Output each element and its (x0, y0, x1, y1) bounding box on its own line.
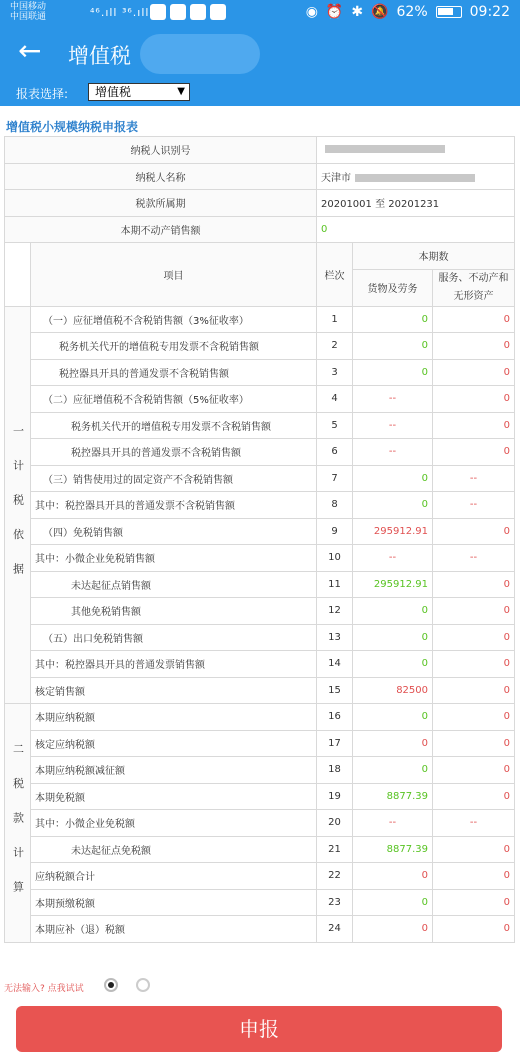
tax-period-label: 税款所属期 (5, 190, 317, 217)
services-input[interactable]: 0 (433, 439, 515, 466)
services-header: 服务、不动产和无形资产 (433, 269, 515, 306)
goods-input[interactable]: 0 (353, 889, 433, 916)
services-input[interactable]: 0 (433, 704, 515, 731)
row-line: 4 (317, 386, 353, 413)
goods-value: 82500 (353, 677, 433, 704)
row-line: 12 (317, 598, 353, 625)
goods-input[interactable]: 8877.39 (353, 783, 433, 810)
row-label: 核定销售额 (31, 677, 317, 704)
services-input[interactable]: 0 (433, 916, 515, 943)
services-input[interactable]: 0 (433, 836, 515, 863)
row-label: 其中：税控器具开具的普通发票销售额 (31, 651, 317, 678)
row-label: 本期预缴税额 (31, 889, 317, 916)
goods-value: 0 (353, 916, 433, 943)
report-selector-label: 报表选择: (16, 87, 69, 101)
row-line: 3 (317, 359, 353, 386)
services-input[interactable]: 0 (433, 412, 515, 439)
section-label-tax-basis: 一 计 税 依 据 (5, 306, 31, 704)
row-label: （三）销售使用过的固定资产不含税销售额 (31, 465, 317, 492)
item-header: 项目 (31, 243, 317, 307)
goods-value: 295912.91 (353, 518, 433, 545)
notification-icons (150, 4, 226, 20)
table-row (5, 333, 515, 360)
table-row (5, 757, 515, 784)
current-period-header: 本期数 (353, 243, 515, 270)
goods-input[interactable]: 0 (353, 333, 433, 360)
dropdown-arrow-icon: ▼ (177, 86, 185, 97)
taxpayer-id-label: 纳税人识别号 (5, 137, 317, 164)
app-header (0, 26, 520, 80)
row-label: 税控器具开具的普通发票不含税销售额 (31, 439, 317, 466)
table-row (5, 439, 515, 466)
goods-cell: -- (353, 386, 433, 413)
row-label: 其中：小微企业免税额 (31, 810, 317, 837)
row-label: 未达起征点销售额 (31, 571, 317, 598)
table-row (5, 651, 515, 678)
taxpayer-id-value (317, 137, 515, 164)
status-right (306, 4, 510, 20)
row-line: 16 (317, 704, 353, 731)
redaction-mark (140, 34, 260, 74)
row-line: 9 (317, 518, 353, 545)
row-line: 22 (317, 863, 353, 890)
keyboard-mode-radio-1[interactable] (104, 978, 118, 992)
services-cell: -- (433, 465, 515, 492)
tax-period-value: 20201001 至 20201231 (317, 190, 515, 217)
keyboard-mode-radio-2[interactable] (136, 978, 150, 992)
mute-icon: 🔕 (371, 4, 389, 20)
row-line: 19 (317, 783, 353, 810)
table-row (5, 386, 515, 413)
row-label: （二）应征增值税不含税销售额（5%征收率） (31, 386, 317, 413)
signal-icon: ⁴⁶.ıll ³⁶.ıll (90, 6, 150, 19)
realestate-sales-label: 本期不动产销售额 (5, 216, 317, 243)
app-notification-icon (170, 4, 186, 20)
taxpayer-name-value: 天津市 (321, 172, 351, 184)
row-label: 税务机关代开的增值税专用发票不含税销售额 (31, 333, 317, 360)
services-input[interactable]: 0 (433, 518, 515, 545)
table-row (5, 810, 515, 837)
row-line: 6 (317, 439, 353, 466)
goods-input[interactable]: 0 (353, 624, 433, 651)
row-label: 本期应纳税额 (31, 704, 317, 731)
eye-icon: ◉ (305, 4, 318, 20)
services-input[interactable]: 0 (433, 730, 515, 757)
carrier-2: 中国联通 (10, 12, 47, 22)
row-label: 核定应纳税额 (31, 730, 317, 757)
table-row (5, 916, 515, 943)
app-notification-icon (190, 4, 206, 20)
row-line: 8 (317, 492, 353, 519)
table-row (5, 677, 515, 704)
goods-cell: -- (353, 810, 433, 837)
table-row (5, 359, 515, 386)
goods-input[interactable]: 0 (353, 306, 433, 333)
table-row (5, 306, 515, 333)
services-cell: -- (433, 492, 515, 519)
goods-input[interactable]: 0 (353, 651, 433, 678)
services-input[interactable]: 0 (433, 757, 515, 784)
services-input[interactable]: 0 (433, 306, 515, 333)
section-label-tax-calc: 二 税 款 计 算 (5, 704, 31, 943)
table-row (5, 465, 515, 492)
row-line: 23 (317, 889, 353, 916)
goods-cell: -- (353, 412, 433, 439)
clock: 09:22 (469, 4, 510, 20)
table-row (5, 545, 515, 572)
services-input[interactable]: 0 (433, 783, 515, 810)
goods-value: 0 (353, 730, 433, 757)
goods-cell: -- (353, 545, 433, 572)
page-title: 增值税 (68, 44, 131, 68)
battery-percent: 62% (396, 4, 428, 20)
row-line: 15 (317, 677, 353, 704)
services-input[interactable]: 0 (433, 677, 515, 704)
goods-value: 0 (353, 863, 433, 890)
table-row (5, 412, 515, 439)
goods-input[interactable]: 295912.91 (353, 571, 433, 598)
services-input[interactable]: 0 (433, 598, 515, 625)
goods-input[interactable]: 0 (353, 465, 433, 492)
row-line: 1 (317, 306, 353, 333)
services-input[interactable]: 0 (433, 571, 515, 598)
table-row (5, 624, 515, 651)
row-label: 其他免税销售额 (31, 598, 317, 625)
row-label: 本期应补（退）税额 (31, 916, 317, 943)
row-label: 未达起征点免税额 (31, 836, 317, 863)
goods-input[interactable]: 0 (353, 598, 433, 625)
row-line: 10 (317, 545, 353, 572)
row-label: 本期免税额 (31, 783, 317, 810)
table-row (5, 571, 515, 598)
row-line: 24 (317, 916, 353, 943)
app-notification-icon (150, 4, 166, 20)
input-help-link[interactable]: 无法输入? 点我试试 (4, 984, 84, 994)
services-input[interactable]: 0 (433, 386, 515, 413)
row-label: 税务机关代开的增值税专用发票不含税销售额 (31, 412, 317, 439)
table-row (5, 492, 515, 519)
table-row (5, 889, 515, 916)
table-row (5, 863, 515, 890)
services-input[interactable]: 0 (433, 651, 515, 678)
goods-input[interactable]: 0 (353, 757, 433, 784)
goods-input[interactable]: 8877.39 (353, 836, 433, 863)
carrier-labels (10, 2, 46, 22)
row-line: 13 (317, 624, 353, 651)
services-input[interactable]: 0 (433, 889, 515, 916)
report-select[interactable] (88, 83, 190, 101)
row-line: 2 (317, 333, 353, 360)
services-cell: -- (433, 810, 515, 837)
table-row (5, 730, 515, 757)
services-input[interactable]: 0 (433, 333, 515, 360)
redacted-value (355, 174, 475, 182)
row-line: 11 (317, 571, 353, 598)
report-select-value: 增值税 (95, 85, 132, 99)
alarm-icon: ⏰ (325, 4, 344, 20)
taxpayer-name-label: 纳税人名称 (5, 163, 317, 190)
row-label: 其中：小微企业免税销售额 (31, 545, 317, 572)
row-line: 21 (317, 836, 353, 863)
tax-return-table (4, 136, 515, 943)
goods-header: 货物及劳务 (353, 269, 433, 306)
header-corner (5, 243, 31, 307)
row-label: 税控器具开具的普通发票不含税销售额 (31, 359, 317, 386)
row-line: 20 (317, 810, 353, 837)
row-line: 7 (317, 465, 353, 492)
table-row (5, 518, 515, 545)
submit-button[interactable]: 申报 (16, 1006, 502, 1052)
form-title: 增值税小规模纳税申报表 (6, 120, 139, 134)
services-input[interactable]: 0 (433, 624, 515, 651)
taxpayer-name-cell (317, 163, 515, 190)
status-bar (0, 0, 520, 26)
battery-icon (436, 6, 462, 18)
row-line: 14 (317, 651, 353, 678)
goods-input[interactable]: 0 (353, 492, 433, 519)
table-row (5, 704, 515, 731)
line-header: 栏次 (317, 243, 353, 307)
back-arrow-icon[interactable]: ← (18, 34, 42, 67)
report-selector-bar (0, 80, 520, 106)
bluetooth-icon: ✱ (351, 4, 364, 20)
row-label: （五）出口免税销售额 (31, 624, 317, 651)
row-label: 应纳税额合计 (31, 863, 317, 890)
table-row (5, 783, 515, 810)
goods-cell: -- (353, 439, 433, 466)
row-line: 17 (317, 730, 353, 757)
row-label: 本期应纳税额减征额 (31, 757, 317, 784)
row-label: 其中：税控器具开具的普通发票不含税销售额 (31, 492, 317, 519)
row-line: 18 (317, 757, 353, 784)
table-row (5, 836, 515, 863)
row-label: （一）应征增值税不含税销售额（3%征收率） (31, 306, 317, 333)
app-notification-icon (210, 4, 226, 20)
redacted-value (325, 145, 445, 153)
row-line: 5 (317, 412, 353, 439)
goods-input[interactable]: 0 (353, 359, 433, 386)
table-row (5, 598, 515, 625)
carrier-1: 中国移动 (10, 2, 47, 12)
services-input[interactable]: 0 (433, 863, 515, 890)
row-label: （四）免税销售额 (31, 518, 317, 545)
realestate-sales-input[interactable]: 0 (317, 216, 515, 243)
services-cell: -- (433, 545, 515, 572)
services-input[interactable]: 0 (433, 359, 515, 386)
goods-input[interactable]: 0 (353, 704, 433, 731)
